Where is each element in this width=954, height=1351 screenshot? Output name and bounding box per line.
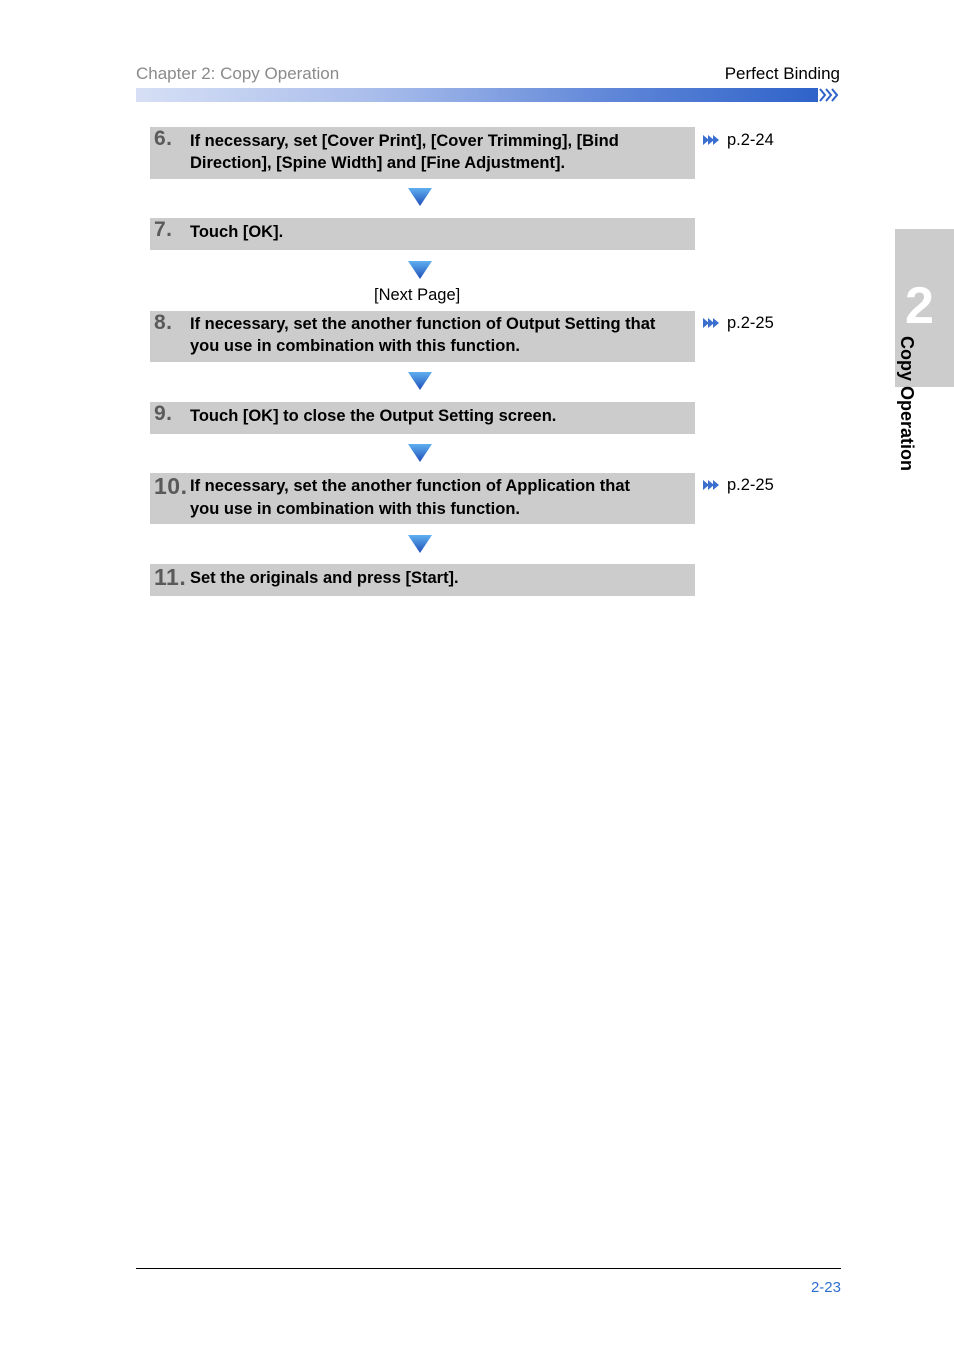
page-reference[interactable] <box>703 476 774 495</box>
step-number: 9. <box>154 402 173 425</box>
reference-arrow-icon <box>703 135 721 145</box>
page-reference-text: p.2-24 <box>727 131 774 150</box>
step-text-line: you use in combination with this function. <box>190 500 520 518</box>
step-9 <box>150 402 695 434</box>
chapter-tab-label: Copy Operation <box>897 336 917 472</box>
down-arrow-icon <box>408 188 432 206</box>
footer-rule <box>136 1268 841 1269</box>
step-text-line: Touch [OK]. <box>190 223 284 241</box>
down-arrow-icon <box>408 444 432 462</box>
page-reference-text: p.2-25 <box>727 314 774 333</box>
step-text-line: If necessary, set [Cover Print], [Cover Trimming], [Bind <box>190 132 619 150</box>
step-text-line: Set the originals and press [Start]. <box>190 569 459 587</box>
step-number: 7. <box>154 218 173 241</box>
step-text-line: If necessary, set the another function of Application that <box>190 477 631 495</box>
page-number: 2-23 <box>810 1279 841 1296</box>
step-number: 8. <box>154 311 173 334</box>
down-arrow-icon <box>408 261 432 279</box>
page-reference-text: p.2-25 <box>727 476 774 495</box>
step-text-line: Touch [OK] to close the Output Setting screen. <box>190 407 557 425</box>
reference-arrow-icon <box>703 318 721 328</box>
step-text-line: you use in combination with this function. <box>190 337 520 355</box>
step-7 <box>150 218 695 250</box>
step-text-line: Direction], [Spine Width] and [Fine Adjustment]. <box>190 154 566 172</box>
header-gradient-bar <box>136 88 818 102</box>
chapter-heading: Chapter 2: Copy Operation <box>136 64 340 83</box>
step-number: 11. <box>154 564 187 590</box>
step-8 <box>150 311 695 362</box>
page-reference[interactable] <box>703 314 774 333</box>
chapter-tab-number: 2 <box>905 277 934 335</box>
step-11 <box>150 564 695 596</box>
down-arrow-icon <box>408 535 432 553</box>
step-10 <box>150 473 695 524</box>
page-reference[interactable] <box>703 131 774 150</box>
section-title: Perfect Binding <box>724 64 840 83</box>
step-number: 10. <box>154 473 188 499</box>
next-page-label: [Next Page] <box>374 286 461 304</box>
chevrons-right-icon <box>818 88 842 102</box>
step-text-line: If necessary, set the another function of Output Setting that <box>190 315 656 333</box>
reference-arrow-icon <box>703 480 721 490</box>
step-number: 6. <box>154 127 173 150</box>
down-arrow-icon <box>408 372 432 390</box>
step-6 <box>150 127 695 179</box>
